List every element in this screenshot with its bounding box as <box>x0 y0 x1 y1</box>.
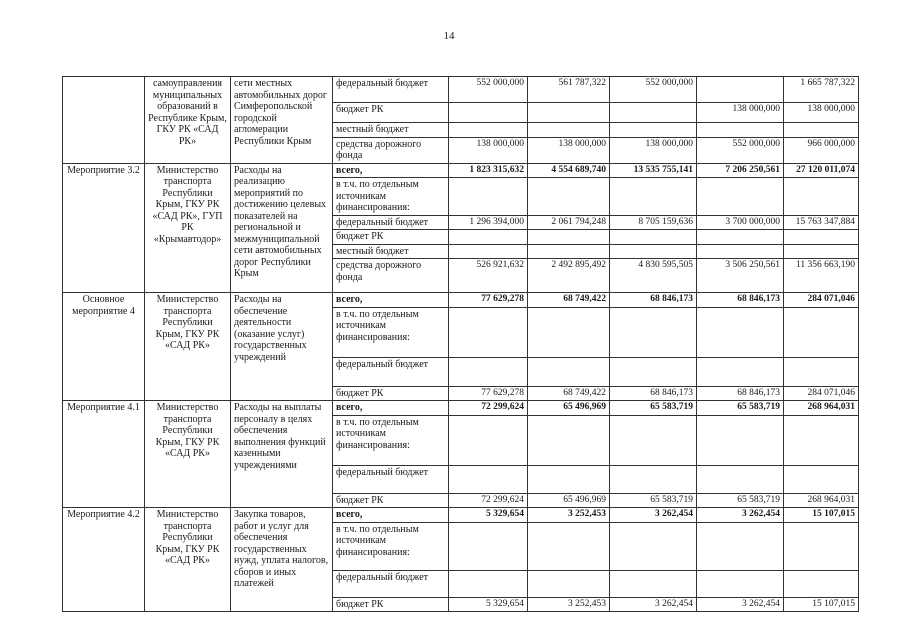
amount-cell <box>697 77 784 103</box>
amount-cell: 5 329,654 <box>449 508 528 523</box>
event-cell: Мероприятие 3.2 <box>63 163 145 293</box>
amount-cell <box>449 570 528 597</box>
amount-cell: 4 830 595,505 <box>610 259 697 293</box>
event-cell: Основное мероприятие 4 <box>63 293 145 401</box>
amount-cell: 15 763 347,884 <box>784 215 859 230</box>
executor-cell: Министерство транспорта Республики Крым, ГКУ РК «САД РК» <box>145 508 231 612</box>
table-row <box>63 293 859 308</box>
amount-cell <box>697 123 784 138</box>
amount-cell <box>528 103 610 123</box>
amount-cell: 3 262,454 <box>610 597 697 612</box>
amount-cell: 3 700 000,000 <box>697 215 784 230</box>
amount-cell <box>784 415 859 465</box>
funding-source-cell: бюджет РК <box>333 597 449 612</box>
amount-cell <box>610 178 697 216</box>
amount-cell: 11 356 663,190 <box>784 259 859 293</box>
amount-cell <box>697 570 784 597</box>
measure-name-cell: Расходы на обеспечение деятельности (оказание услуг) государственных учреждений <box>231 293 333 401</box>
amount-cell: 77 629,278 <box>449 293 528 308</box>
amount-cell <box>449 465 528 493</box>
amount-cell <box>449 307 528 357</box>
table-row <box>63 401 859 416</box>
amount-cell: 2 061 794,248 <box>528 215 610 230</box>
amount-cell <box>697 244 784 259</box>
amount-cell <box>784 178 859 216</box>
amount-cell <box>528 230 610 245</box>
amount-cell: 65 583,719 <box>610 401 697 416</box>
amount-cell: 552 000,000 <box>610 77 697 103</box>
amount-cell <box>528 465 610 493</box>
funding-source-cell: бюджет РК <box>333 230 449 245</box>
amount-cell <box>528 570 610 597</box>
funding-source-cell: местный бюджет <box>333 123 449 138</box>
page-number: 14 <box>443 30 455 42</box>
amount-cell: 1 296 394,000 <box>449 215 528 230</box>
amount-cell: 3 252,453 <box>528 597 610 612</box>
funding-source-cell: всего, <box>333 508 449 523</box>
executor-cell: Министерство транспорта Республики Крым, ГКУ РК «САД РК» <box>145 293 231 401</box>
amount-cell: 3 262,454 <box>697 597 784 612</box>
amount-cell: 268 964,031 <box>784 401 859 416</box>
amount-cell: 68 846,173 <box>610 293 697 308</box>
amount-cell: 138 000,000 <box>528 137 610 163</box>
amount-cell <box>528 357 610 386</box>
funding-source-cell: федеральный бюджет <box>333 77 449 103</box>
funding-source-cell: всего, <box>333 293 449 308</box>
amount-cell: 65 583,719 <box>610 493 697 508</box>
amount-cell <box>449 415 528 465</box>
amount-cell: 65 496,969 <box>528 493 610 508</box>
amount-cell: 68 749,422 <box>528 293 610 308</box>
funding-source-cell: бюджет РК <box>333 493 449 508</box>
amount-cell <box>784 522 859 570</box>
amount-cell: 966 000,000 <box>784 137 859 163</box>
amount-cell <box>610 307 697 357</box>
amount-cell: 68 846,173 <box>697 293 784 308</box>
amount-cell: 138 000,000 <box>610 137 697 163</box>
funding-source-cell: средства дорожного фонда <box>333 137 449 163</box>
amount-cell: 284 071,046 <box>784 386 859 401</box>
amount-cell <box>784 123 859 138</box>
amount-cell <box>528 123 610 138</box>
amount-cell: 1 823 315,632 <box>449 163 528 178</box>
amount-cell: 77 629,278 <box>449 386 528 401</box>
funding-source-cell: федеральный бюджет <box>333 357 449 386</box>
amount-cell: 526 921,632 <box>449 259 528 293</box>
measure-name-cell: Расходы на выплаты персоналу в целях обеспечения выполнения функций казенными учреждениями <box>231 401 333 508</box>
amount-cell: 65 583,719 <box>697 401 784 416</box>
funding-source-cell: местный бюджет <box>333 244 449 259</box>
amount-cell: 4 554 689,740 <box>528 163 610 178</box>
amount-cell <box>610 103 697 123</box>
amount-cell <box>610 123 697 138</box>
funding-source-cell: всего, <box>333 401 449 416</box>
amount-cell <box>449 103 528 123</box>
amount-cell <box>697 307 784 357</box>
amount-cell <box>528 307 610 357</box>
amount-cell <box>784 357 859 386</box>
amount-cell: 65 583,719 <box>697 493 784 508</box>
funding-source-cell: федеральный бюджет <box>333 215 449 230</box>
budget-table <box>62 76 859 612</box>
amount-cell: 27 120 011,074 <box>784 163 859 178</box>
amount-cell: 552 000,000 <box>697 137 784 163</box>
amount-cell: 68 846,173 <box>610 386 697 401</box>
amount-cell <box>784 307 859 357</box>
funding-source-cell: федеральный бюджет <box>333 465 449 493</box>
funding-source-cell: в т.ч. по отдельным источникам финансирования: <box>333 415 449 465</box>
amount-cell <box>449 230 528 245</box>
amount-cell: 138 000,000 <box>449 137 528 163</box>
amount-cell <box>697 178 784 216</box>
amount-cell: 5 329,654 <box>449 597 528 612</box>
amount-cell: 7 206 250,561 <box>697 163 784 178</box>
amount-cell: 1 665 787,322 <box>784 77 859 103</box>
event-cell <box>63 77 145 164</box>
table-row <box>63 163 859 178</box>
amount-cell: 72 299,624 <box>449 401 528 416</box>
amount-cell <box>784 570 859 597</box>
amount-cell <box>528 178 610 216</box>
amount-cell: 72 299,624 <box>449 493 528 508</box>
amount-cell: 15 107,015 <box>784 508 859 523</box>
amount-cell <box>610 465 697 493</box>
amount-cell <box>528 244 610 259</box>
measure-name-cell: сети местных автомобильных дорог Симферопольской городской агломерации Республики Крым <box>231 77 333 164</box>
amount-cell: 65 496,969 <box>528 401 610 416</box>
amount-cell <box>610 415 697 465</box>
amount-cell: 138 000,000 <box>784 103 859 123</box>
event-cell: Мероприятие 4.1 <box>63 401 145 508</box>
amount-cell: 68 749,422 <box>528 386 610 401</box>
event-cell: Мероприятие 4.2 <box>63 508 145 612</box>
amount-cell <box>528 415 610 465</box>
amount-cell: 3 262,454 <box>610 508 697 523</box>
amount-cell <box>697 357 784 386</box>
funding-source-cell: в т.ч. по отдельным источникам финансирования: <box>333 178 449 216</box>
executor-cell: самоуправления муниципальных образований в Республике Крым, ГКУ РК «САД РК» <box>145 77 231 164</box>
amount-cell <box>449 123 528 138</box>
funding-source-cell: федеральный бюджет <box>333 570 449 597</box>
amount-cell <box>610 230 697 245</box>
amount-cell <box>610 570 697 597</box>
amount-cell <box>610 357 697 386</box>
amount-cell: 552 000,000 <box>449 77 528 103</box>
amount-cell <box>697 465 784 493</box>
amount-cell <box>610 244 697 259</box>
amount-cell: 284 071,046 <box>784 293 859 308</box>
amount-cell <box>697 522 784 570</box>
measure-name-cell: Закупка товаров, работ и услуг для обеспечения государственных нужд, уплата налогов, сборов и иных платежей <box>231 508 333 612</box>
amount-cell <box>697 230 784 245</box>
amount-cell: 13 535 755,141 <box>610 163 697 178</box>
table-row <box>63 508 859 523</box>
amount-cell: 3 506 250,561 <box>697 259 784 293</box>
amount-cell <box>449 357 528 386</box>
amount-cell: 8 705 159,636 <box>610 215 697 230</box>
amount-cell: 3 262,454 <box>697 508 784 523</box>
amount-cell: 3 252,453 <box>528 508 610 523</box>
funding-source-cell: средства дорожного фонда <box>333 259 449 293</box>
amount-cell <box>784 244 859 259</box>
executor-cell: Министерство транспорта Республики Крым, ГКУ РК «САД РК» <box>145 401 231 508</box>
funding-source-cell: в т.ч. по отдельным источникам финансирования: <box>333 307 449 357</box>
amount-cell: 68 846,173 <box>697 386 784 401</box>
funding-source-cell: всего, <box>333 163 449 178</box>
executor-cell: Министерство транспорта Республики Крым, ГКУ РК «САД РК», ГУП РК «Крымавтодор» <box>145 163 231 293</box>
amount-cell: 561 787,322 <box>528 77 610 103</box>
amount-cell <box>528 522 610 570</box>
funding-source-cell: в т.ч. по отдельным источникам финансирования: <box>333 522 449 570</box>
amount-cell <box>784 465 859 493</box>
amount-cell <box>449 178 528 216</box>
amount-cell: 138 000,000 <box>697 103 784 123</box>
measure-name-cell: Расходы на реализацию мероприятий по достижению целевых показателей на региональной и межмуниципальной сети автомобильных дорог Республики Крым <box>231 163 333 293</box>
amount-cell <box>610 522 697 570</box>
table-row <box>63 77 859 103</box>
amount-cell <box>784 230 859 245</box>
amount-cell: 15 107,015 <box>784 597 859 612</box>
funding-source-cell: бюджет РК <box>333 103 449 123</box>
amount-cell: 2 492 895,492 <box>528 259 610 293</box>
amount-cell <box>697 415 784 465</box>
amount-cell <box>449 522 528 570</box>
amount-cell <box>449 244 528 259</box>
funding-source-cell: бюджет РК <box>333 386 449 401</box>
amount-cell: 268 964,031 <box>784 493 859 508</box>
